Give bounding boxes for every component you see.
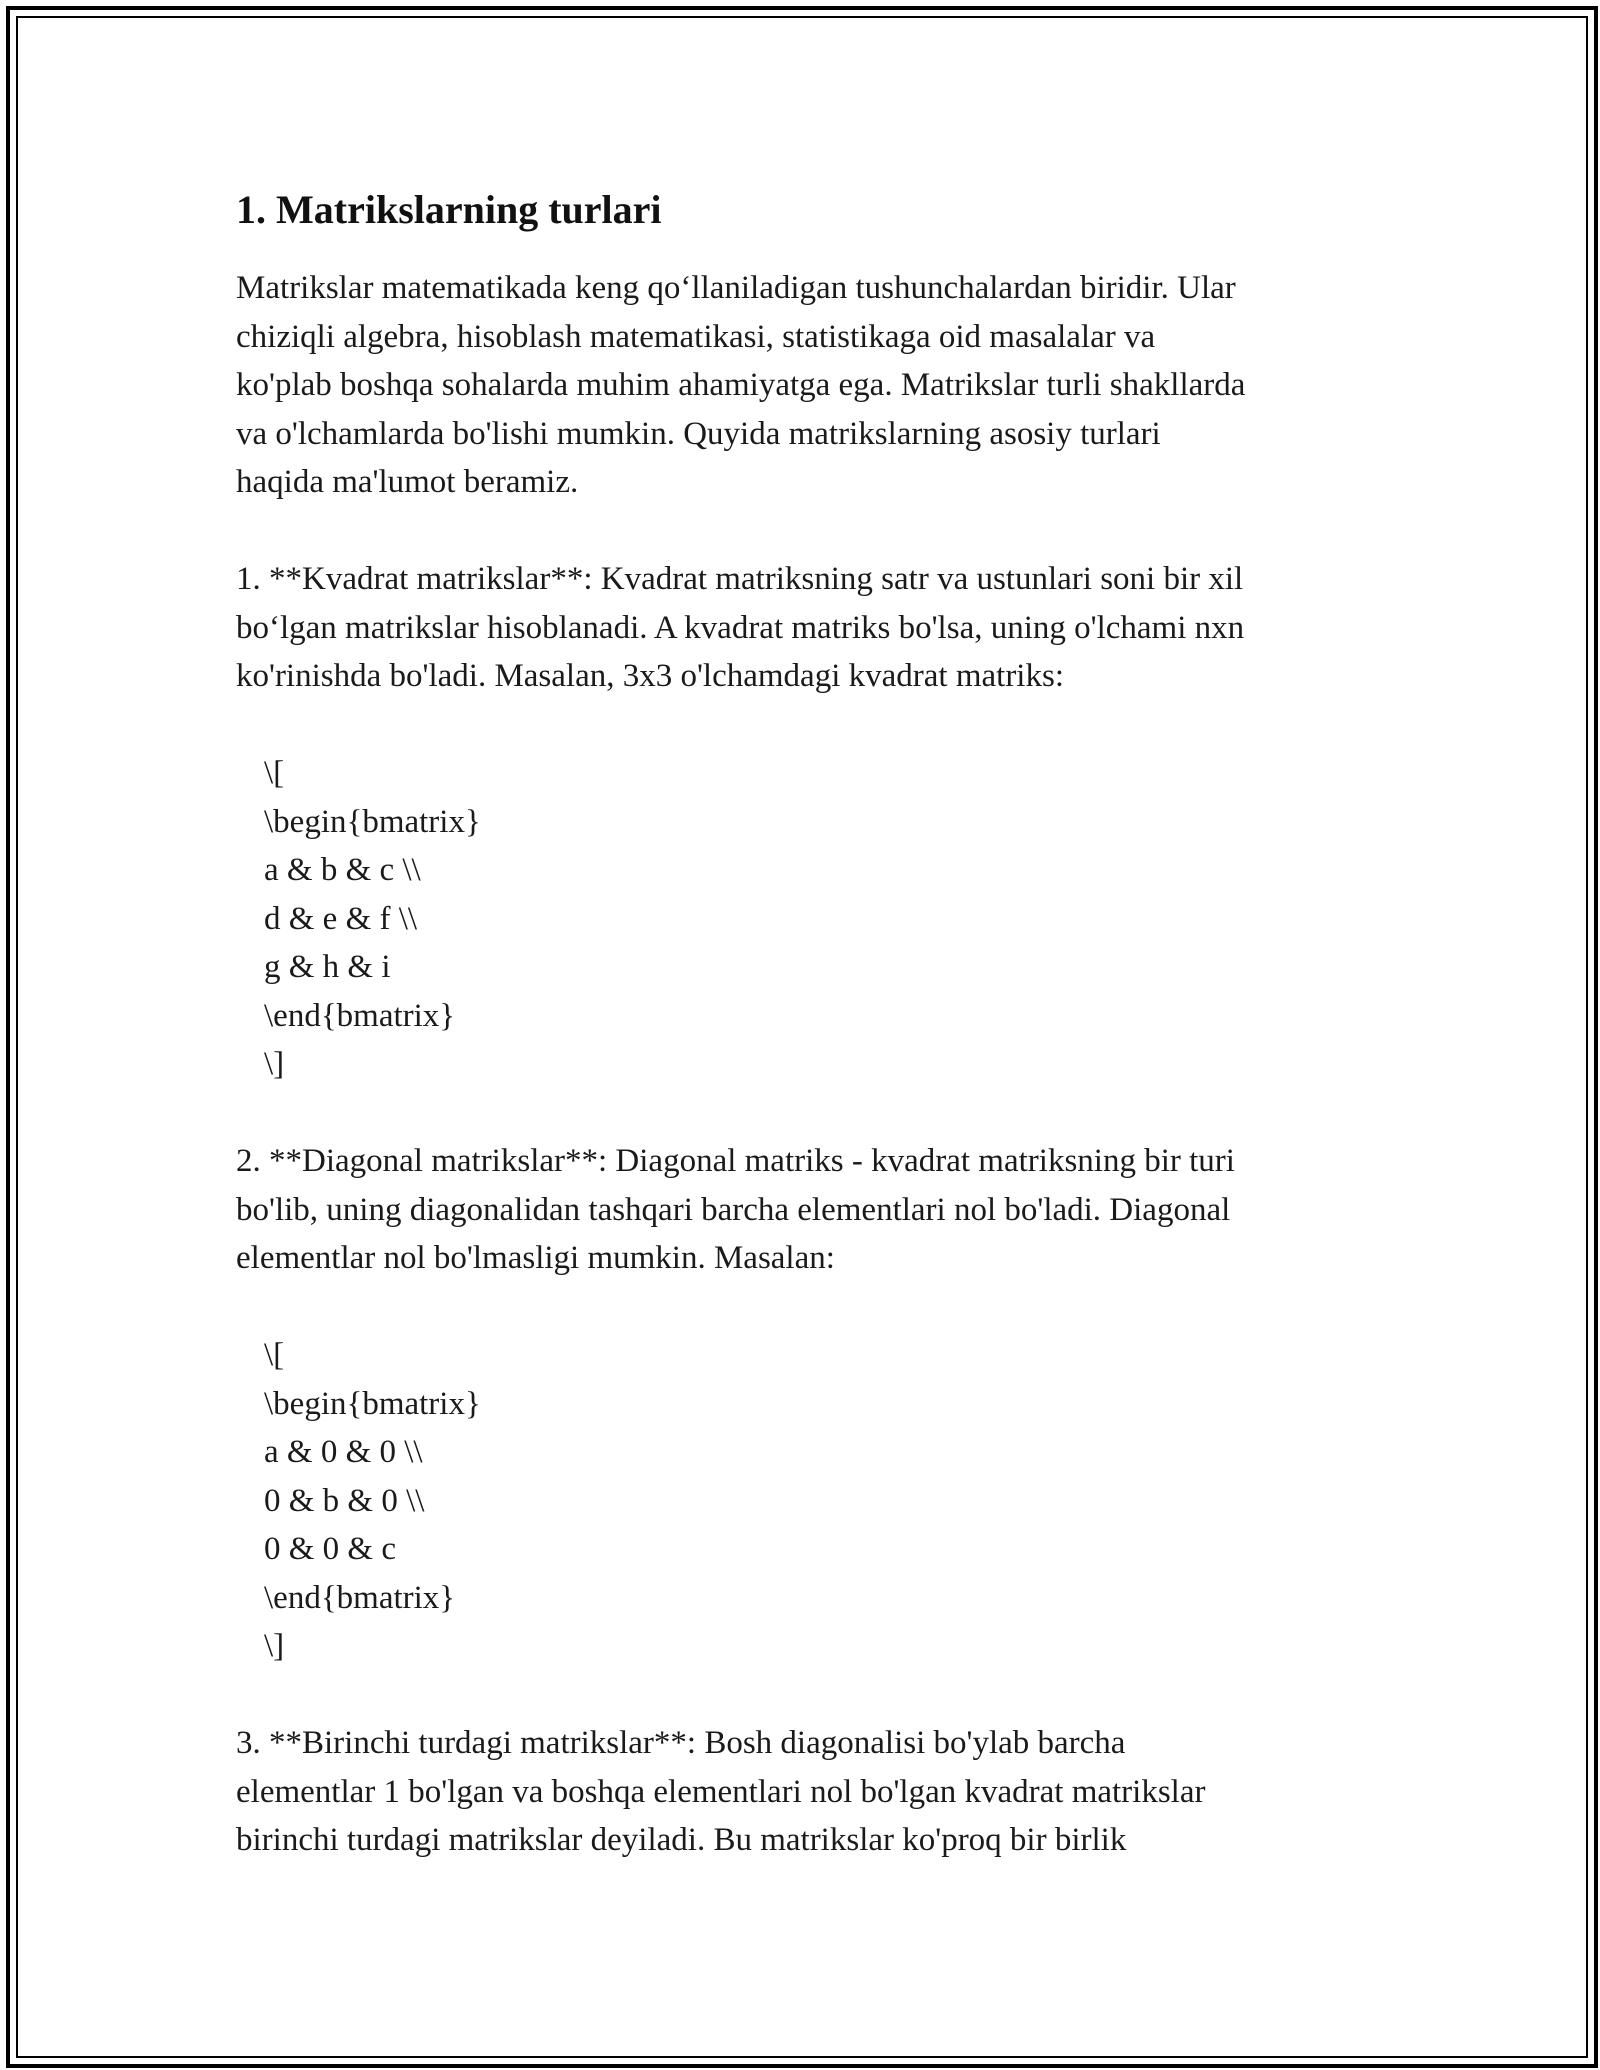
latex-block-diagonal [236, 1331, 1376, 1671]
latex-line: \[ [264, 1337, 285, 1373]
latex-line: \begin{bmatrix} [264, 1385, 481, 1422]
latex-line: \] [264, 1046, 285, 1082]
document-body [236, 186, 1376, 1865]
latex-line: \end{bmatrix} [264, 997, 456, 1034]
section-identity-matrices: 3. **Birinchi turdagi matrikslar**: Bosh diagonalisi bo'ylab barcha elementlar 1 bo'lgan va boshqa elementlari nol bo'lgan kvadrat matrikslar birinchi turdagi matrikslar deyiladi. Bu matrikslar ko'proq bir birlik [236, 1725, 1206, 1858]
latex-line: 0 & 0 & c [264, 1531, 396, 1567]
latex-line: 0 & b & 0 \\ [264, 1482, 425, 1519]
latex-line: a & b & c \\ [264, 852, 421, 888]
latex-line: d & e & f \\ [264, 900, 418, 937]
intro-paragraph: Matrikslar matematikada keng qo‘llaniladigan tushunchalardan biridir. Ular chiziqli algebra, hisoblash matematikasi, statistikaga oid masalalar va ko'plab boshqa sohalarda muhim ahamiyatga ega. Matrikslar turli shakllarda va o'lchamlarda bo'lishi mumkin. Quyida matrikslarning asosiy turlari haqida ma'lumot beramiz. [236, 270, 1246, 500]
latex-line: g & h & i [264, 949, 391, 985]
latex-block-square [236, 749, 1376, 1089]
document-title: 1. Matrikslarning turlari [236, 187, 662, 232]
latex-line: a & 0 & 0 \\ [264, 1434, 423, 1470]
latex-line: \[ [264, 755, 285, 791]
latex-line: \] [264, 1628, 285, 1664]
section-square-matrices: 1. **Kvadrat matrikslar**: Kvadrat matriksning satr va ustunlari soni bir xil bo‘lgan matrikslar hisoblanadi. A kvadrat matriks bo'lsa, uning o'lchami nxn ko'rinishda bo'ladi. Masalan, 3x3 o'lchamdagi kvadrat matriks: [236, 561, 1245, 694]
section-diagonal-matrices: 2. **Diagonal matrikslar**: Diagonal matriks - kvadrat matriksning bir turi bo'lib, uning diagonalidan tashqari barcha elementlari nol bo'ladi. Diagonal elementlar nol bo'lmasligi mumkin. Masalan: [236, 1143, 1235, 1276]
latex-line: \begin{bmatrix} [264, 803, 481, 840]
latex-line: \end{bmatrix} [264, 1579, 456, 1616]
